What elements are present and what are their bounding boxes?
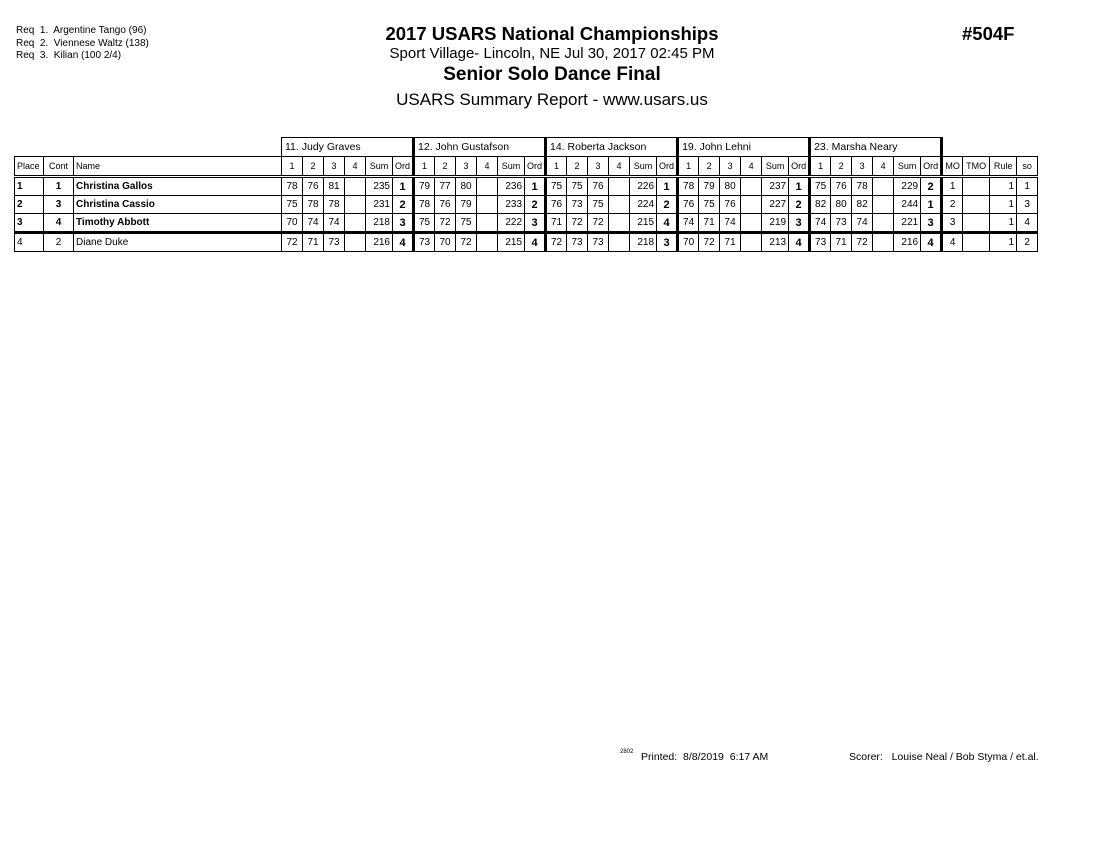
mark-cell: 72: [852, 233, 873, 252]
mark-cell: 80: [720, 177, 741, 196]
mark-cell: 76: [678, 196, 699, 214]
mark-cell: [873, 233, 894, 252]
sum-cell: 219: [762, 214, 789, 233]
mark-cell: [609, 214, 630, 233]
mark-cell: 80: [456, 177, 477, 196]
ordinal-cell: 2: [789, 196, 810, 214]
mark-cell: 72: [546, 233, 567, 252]
mark-cell: 71: [831, 233, 852, 252]
mark-cell: 75: [456, 214, 477, 233]
mark-cell: 71: [720, 233, 741, 252]
judge-name: 11. Judy Graves: [282, 138, 414, 157]
mark-cell: [477, 214, 498, 233]
sum-header: Sum: [498, 157, 525, 177]
table-row: [15, 214, 1038, 233]
table-row: [15, 177, 1038, 196]
sum-cell: 229: [894, 177, 921, 196]
mark-cell: 72: [699, 233, 720, 252]
mark-cell: 80: [831, 196, 852, 214]
mark-header: 2: [435, 157, 456, 177]
mark-cell: [873, 177, 894, 196]
ord-header: Ord: [525, 157, 546, 177]
name-cell: Christina Cassio: [74, 196, 282, 214]
mark-cell: 77: [435, 177, 456, 196]
rule-header: Rule: [990, 157, 1017, 177]
so-cell: 4: [1017, 214, 1038, 233]
mark-cell: 74: [324, 214, 345, 233]
mark-cell: 72: [588, 214, 609, 233]
sum-cell: 231: [366, 196, 393, 214]
sum-header: Sum: [630, 157, 657, 177]
mark-cell: 71: [546, 214, 567, 233]
mark-header: 2: [567, 157, 588, 177]
mark-cell: 73: [588, 233, 609, 252]
mark-cell: 76: [831, 177, 852, 196]
mark-cell: 78: [678, 177, 699, 196]
ordinal-cell: 3: [525, 214, 546, 233]
mark-cell: [741, 214, 762, 233]
mark-cell: [609, 233, 630, 252]
mark-header: 1: [810, 157, 831, 177]
cont-cell: 1: [44, 177, 74, 196]
mark-cell: [345, 233, 366, 252]
empty-cell: [942, 138, 1038, 157]
sum-header: Sum: [762, 157, 789, 177]
mark-cell: 73: [324, 233, 345, 252]
mark-cell: 81: [324, 177, 345, 196]
mark-cell: 74: [720, 214, 741, 233]
mark-cell: 78: [414, 196, 435, 214]
sum-cell: 216: [366, 233, 393, 252]
report-title: USARS Summary Report - www.usars.us: [396, 90, 708, 109]
sum-cell: 215: [630, 214, 657, 233]
sum-cell: 218: [366, 214, 393, 233]
cont-header: Cont: [44, 157, 74, 177]
mark-cell: 82: [810, 196, 831, 214]
judge-name: 23. Marsha Neary: [810, 138, 942, 157]
championship-title: 2017 USARS National Championships: [385, 23, 719, 44]
mark-cell: 76: [588, 177, 609, 196]
judge-name: 19. John Lehni: [678, 138, 810, 157]
ordinal-cell: 2: [525, 196, 546, 214]
ordinal-cell: 2: [657, 196, 678, 214]
mark-cell: 74: [303, 214, 324, 233]
ordinal-cell: 2: [921, 177, 942, 196]
event-title: Senior Solo Dance Final: [443, 64, 661, 85]
mark-cell: 78: [282, 177, 303, 196]
mark-header: 4: [477, 157, 498, 177]
results-table: [14, 137, 1038, 252]
name-header: Name: [74, 157, 282, 177]
mark-header: 4: [609, 157, 630, 177]
mark-cell: 76: [546, 196, 567, 214]
sum-cell: 237: [762, 177, 789, 196]
mark-cell: 74: [810, 214, 831, 233]
ord-header: Ord: [657, 157, 678, 177]
mark-cell: 76: [435, 196, 456, 214]
judge-name: 12. John Gustafson: [414, 138, 546, 157]
place-cell: 1: [15, 177, 44, 196]
mark-cell: [741, 233, 762, 252]
mark-header: 2: [699, 157, 720, 177]
mark-cell: [873, 214, 894, 233]
mark-cell: 75: [414, 214, 435, 233]
mark-cell: 72: [282, 233, 303, 252]
ordinal-cell: 1: [657, 177, 678, 196]
mark-cell: [345, 214, 366, 233]
mark-cell: 78: [324, 196, 345, 214]
ordinal-cell: 3: [921, 214, 942, 233]
mark-cell: [741, 196, 762, 214]
sum-cell: 236: [498, 177, 525, 196]
mark-cell: [477, 196, 498, 214]
mark-header: 3: [852, 157, 873, 177]
mark-cell: 76: [720, 196, 741, 214]
ord-header: Ord: [921, 157, 942, 177]
mark-header: 3: [720, 157, 741, 177]
so-cell: 3: [1017, 196, 1038, 214]
mark-cell: 76: [303, 177, 324, 196]
requirement-item: Req 3. Kilian (100 2/4): [16, 50, 122, 61]
mo-cell: 2: [942, 196, 963, 214]
tmo-header: TMO: [963, 157, 990, 177]
table-row: [15, 196, 1038, 214]
rule-cell: 1: [990, 177, 1017, 196]
tmo-cell: [963, 177, 990, 196]
sum-cell: 235: [366, 177, 393, 196]
mark-cell: 75: [282, 196, 303, 214]
sum-cell: 227: [762, 196, 789, 214]
mark-cell: [345, 177, 366, 196]
sum-cell: 213: [762, 233, 789, 252]
mark-cell: 71: [699, 214, 720, 233]
mark-header: 1: [678, 157, 699, 177]
ordinal-cell: 1: [921, 196, 942, 214]
mark-cell: 75: [699, 196, 720, 214]
judge-header-row: [15, 138, 1038, 157]
mo-cell: 4: [942, 233, 963, 252]
mark-header: 4: [345, 157, 366, 177]
sum-cell: 244: [894, 196, 921, 214]
mark-header: 1: [546, 157, 567, 177]
printed-timestamp: Printed: 8/8/2019 6:17 AM: [641, 751, 769, 763]
footer-code: 2802: [620, 749, 634, 755]
rule-cell: 1: [990, 233, 1017, 252]
mark-cell: 82: [852, 196, 873, 214]
mo-cell: 3: [942, 214, 963, 233]
tmo-cell: [963, 196, 990, 214]
ordinal-cell: 2: [393, 196, 414, 214]
sum-cell: 216: [894, 233, 921, 252]
requirements-list: [16, 25, 149, 63]
sum-header: Sum: [366, 157, 393, 177]
mark-cell: 74: [852, 214, 873, 233]
empty-cell: [15, 138, 282, 157]
name-cell: Diane Duke: [74, 233, 282, 252]
scorer-credits: Scorer: Louise Neal / Bob Styma / et.al.: [849, 751, 1039, 763]
mark-cell: 70: [678, 233, 699, 252]
sum-cell: 222: [498, 214, 525, 233]
mark-header: 2: [831, 157, 852, 177]
mark-cell: [609, 196, 630, 214]
mark-cell: [873, 196, 894, 214]
mark-cell: 73: [567, 233, 588, 252]
sum-cell: 218: [630, 233, 657, 252]
mark-cell: 75: [546, 177, 567, 196]
mark-header: 4: [741, 157, 762, 177]
mark-cell: 72: [435, 214, 456, 233]
mark-cell: 73: [810, 233, 831, 252]
tmo-cell: [963, 214, 990, 233]
mark-cell: 70: [282, 214, 303, 233]
mark-cell: [609, 177, 630, 196]
mark-cell: 79: [414, 177, 435, 196]
sum-cell: 221: [894, 214, 921, 233]
mark-cell: [477, 177, 498, 196]
mo-cell: 1: [942, 177, 963, 196]
table-row: [15, 233, 1038, 252]
mark-header: 3: [324, 157, 345, 177]
mark-header: 3: [588, 157, 609, 177]
ordinal-cell: 1: [393, 177, 414, 196]
mark-cell: 72: [567, 214, 588, 233]
mark-cell: 70: [435, 233, 456, 252]
mark-cell: 73: [567, 196, 588, 214]
rule-cell: 1: [990, 214, 1017, 233]
ord-header: Ord: [393, 157, 414, 177]
cont-cell: 3: [44, 196, 74, 214]
mo-header: MO: [942, 157, 963, 177]
mark-cell: 78: [852, 177, 873, 196]
name-cell: Christina Gallos: [74, 177, 282, 196]
rule-cell: 1: [990, 196, 1017, 214]
so-header: so: [1017, 157, 1038, 177]
mark-header: 3: [456, 157, 477, 177]
mark-cell: 71: [303, 233, 324, 252]
so-cell: 1: [1017, 177, 1038, 196]
mark-cell: 75: [588, 196, 609, 214]
column-header-row: [15, 157, 1038, 177]
ordinal-cell: 3: [789, 214, 810, 233]
event-number: #504F: [962, 23, 1015, 44]
mark-cell: 75: [810, 177, 831, 196]
mark-cell: [477, 233, 498, 252]
mark-header: 4: [873, 157, 894, 177]
sum-cell: 233: [498, 196, 525, 214]
sum-cell: 226: [630, 177, 657, 196]
ordinal-cell: 4: [393, 233, 414, 252]
cont-cell: 2: [44, 233, 74, 252]
place-cell: 4: [15, 233, 44, 252]
mark-cell: 73: [414, 233, 435, 252]
mark-cell: 79: [456, 196, 477, 214]
mark-cell: 78: [303, 196, 324, 214]
mark-header: 1: [282, 157, 303, 177]
ordinal-cell: 3: [393, 214, 414, 233]
mark-cell: 72: [456, 233, 477, 252]
mark-cell: 75: [567, 177, 588, 196]
requirement-item: Req 1. Argentine Tango (96): [16, 25, 147, 36]
tmo-cell: [963, 233, 990, 252]
requirement-item: Req 2. Viennese Waltz (138): [16, 37, 149, 49]
ordinal-cell: 1: [525, 177, 546, 196]
ord-header: Ord: [789, 157, 810, 177]
so-cell: 2: [1017, 233, 1038, 252]
ordinal-cell: 1: [789, 177, 810, 196]
sum-header: Sum: [894, 157, 921, 177]
judge-name: 14. Roberta Jackson: [546, 138, 678, 157]
cont-cell: 4: [44, 214, 74, 233]
mark-cell: [345, 196, 366, 214]
place-cell: 2: [15, 196, 44, 214]
ordinal-cell: 4: [789, 233, 810, 252]
mark-header: 1: [414, 157, 435, 177]
mark-header: 2: [303, 157, 324, 177]
place-header: Place: [15, 157, 44, 177]
sum-cell: 215: [498, 233, 525, 252]
mark-cell: [741, 177, 762, 196]
mark-cell: 79: [699, 177, 720, 196]
ordinal-cell: 4: [657, 214, 678, 233]
sum-cell: 224: [630, 196, 657, 214]
mark-cell: 73: [831, 214, 852, 233]
name-cell: Timothy Abbott: [74, 214, 282, 233]
venue-datetime: Sport Village- Lincoln, NE Jul 30, 2017 02:45 PM: [389, 45, 715, 62]
place-cell: 3: [15, 214, 44, 233]
mark-cell: 74: [678, 214, 699, 233]
ordinal-cell: 3: [657, 233, 678, 252]
ordinal-cell: 4: [921, 233, 942, 252]
ordinal-cell: 4: [525, 233, 546, 252]
